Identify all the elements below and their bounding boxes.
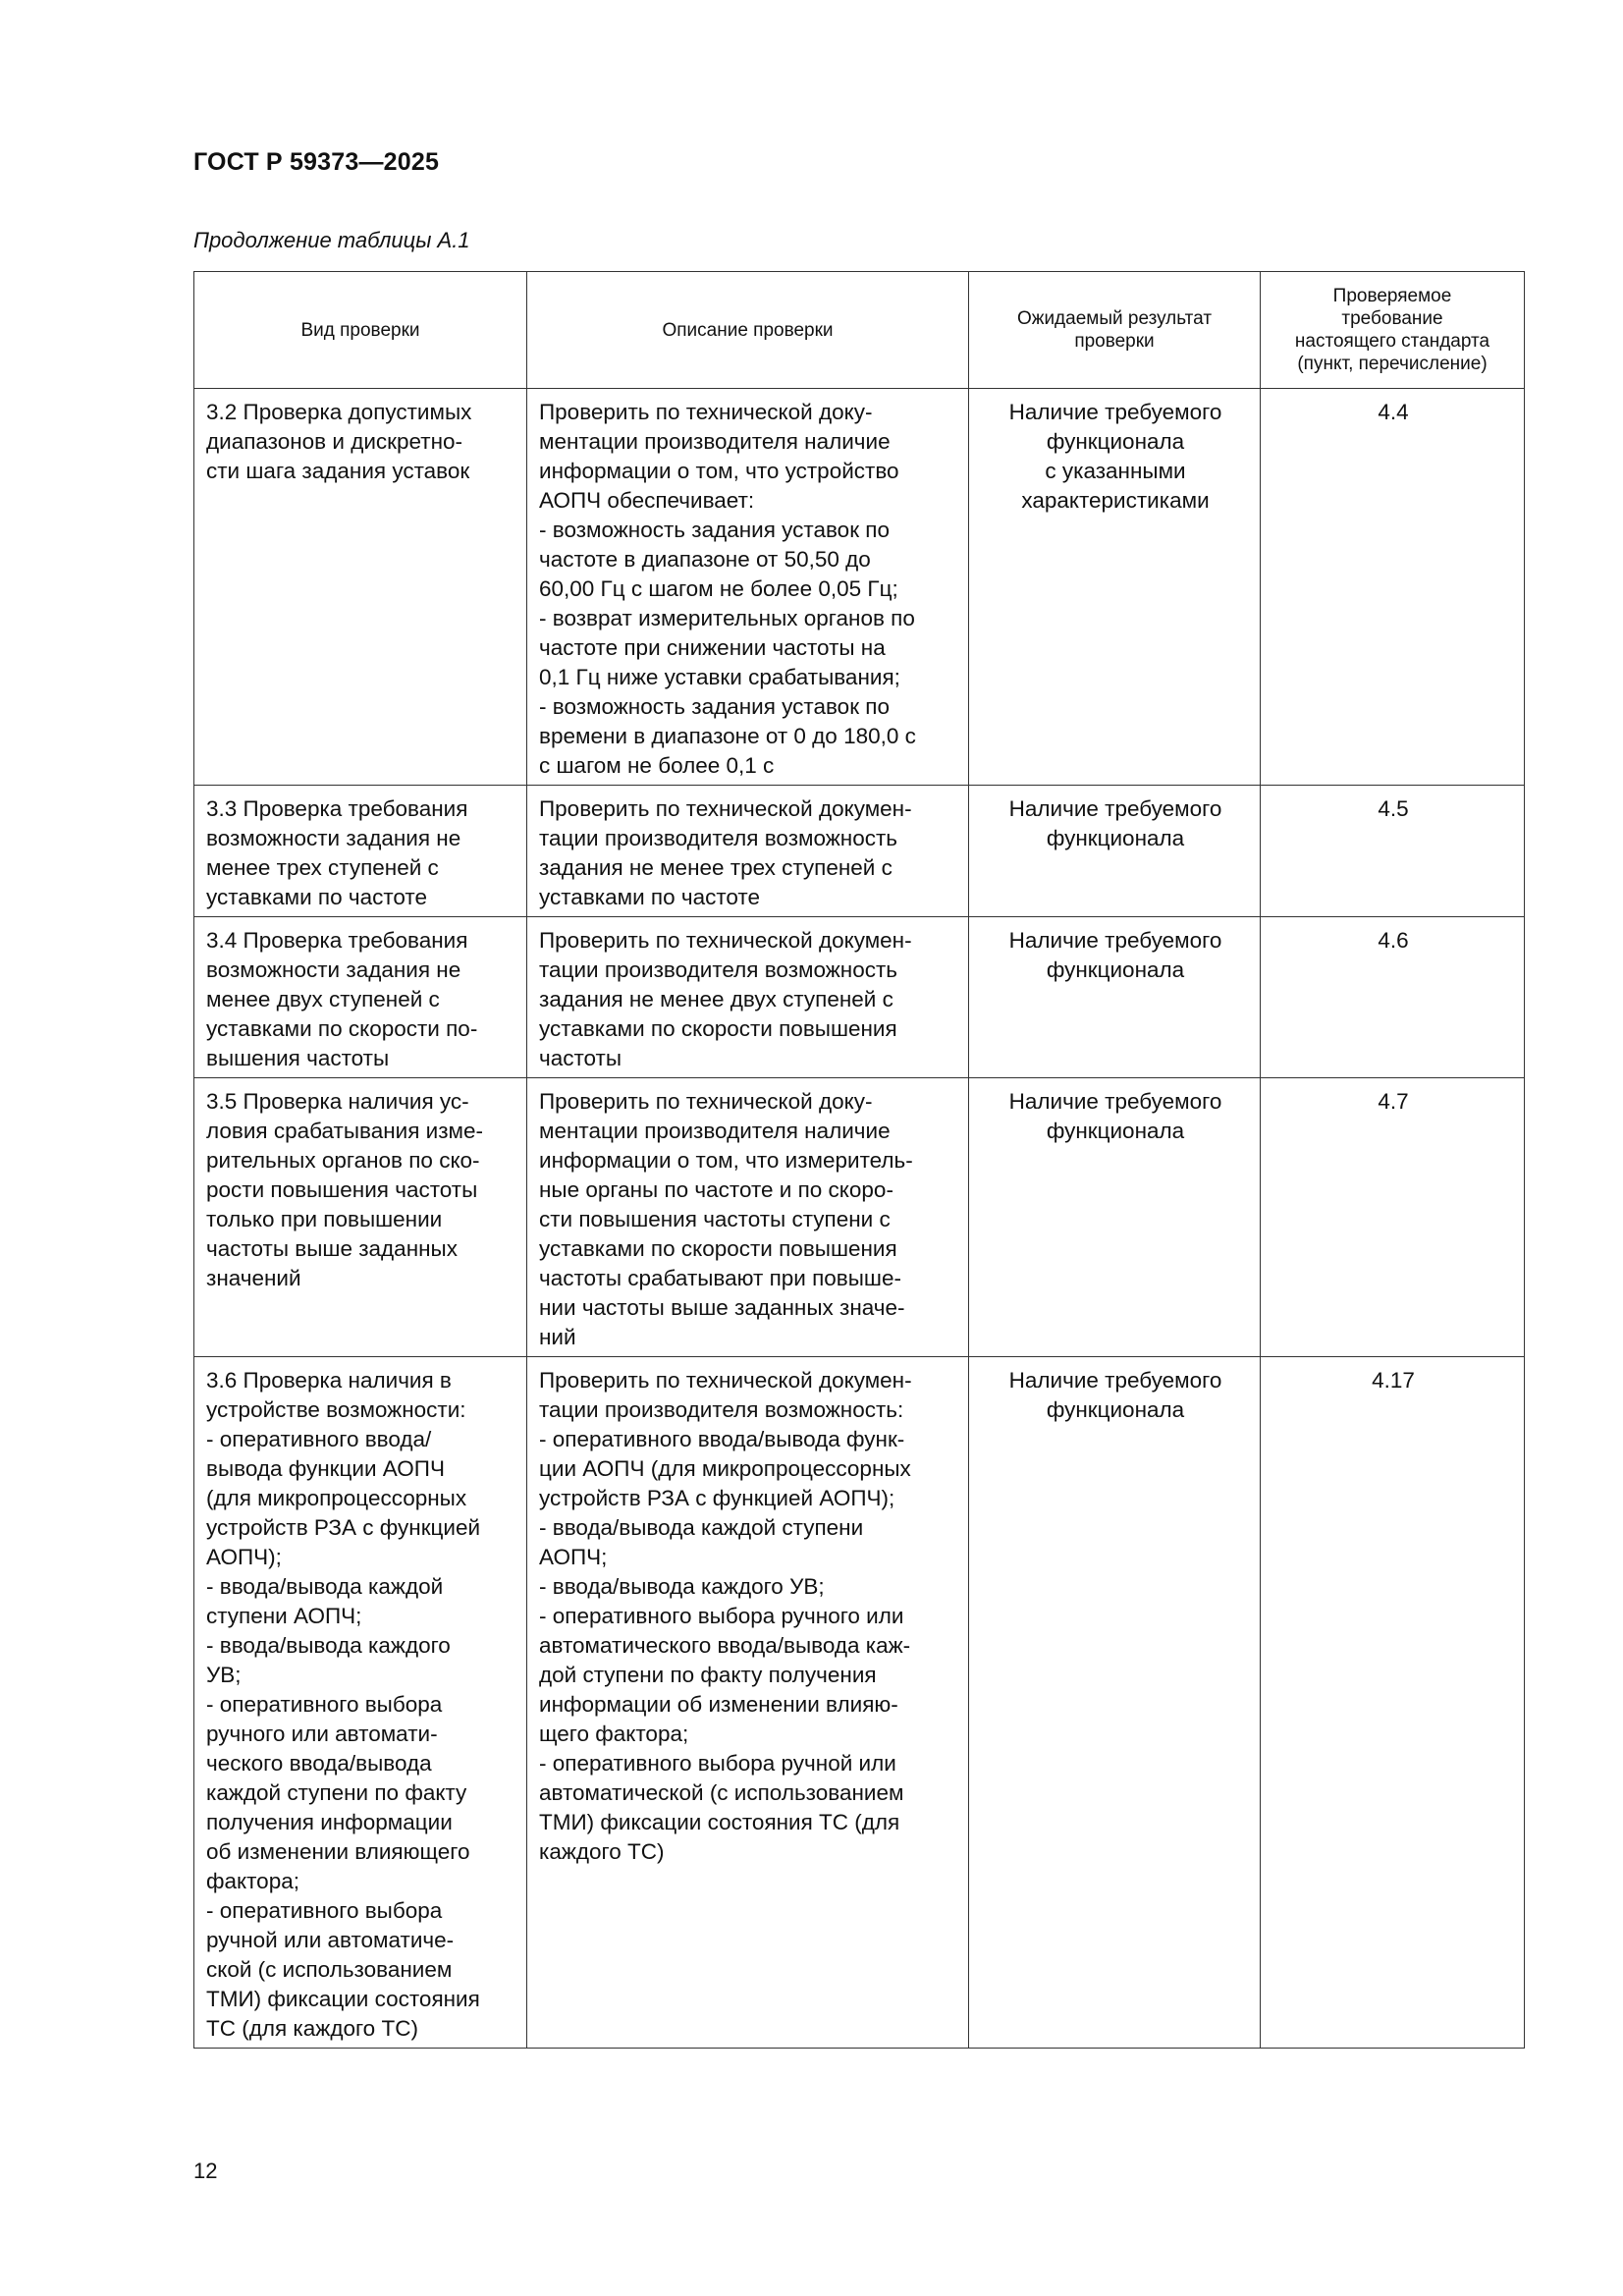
cell-line: АОПЧ); — [206, 1545, 282, 1569]
cell-line: с указанными — [1045, 459, 1186, 483]
column-header-clause — [1261, 272, 1525, 389]
cell-line: 0,1 Гц ниже уставки срабатывания; — [539, 665, 900, 689]
cell-line: частоты — [539, 1046, 622, 1070]
cell-line: ческого ввода/вывода — [206, 1751, 432, 1776]
expected-result-cell — [969, 1357, 1261, 2049]
cell-line: Наличие требуемого — [1008, 1368, 1222, 1393]
cell-line: ручного или автомати- — [206, 1722, 438, 1746]
cell-line: каждого ТС) — [539, 1839, 665, 1864]
cell-line: ловия срабатывания изме- — [206, 1119, 483, 1143]
header-line: настоящего стандарта — [1294, 331, 1490, 352]
cell-line: задания не менее двух ступеней с — [539, 987, 893, 1011]
column-header-description: Описание проверки — [527, 272, 969, 389]
check-type-cell — [194, 786, 527, 917]
table-body — [194, 389, 1525, 2049]
cell-line: АОПЧ обеспечивает: — [539, 488, 755, 513]
cell-line: - возможность задания уставок по — [539, 694, 890, 719]
cell-line: ний — [539, 1325, 576, 1349]
cell-line: менее двух ступеней с — [206, 987, 440, 1011]
cell-line: уставками по частоте — [539, 885, 760, 909]
cell-line: ТС (для каждого ТС) — [206, 2016, 418, 2041]
cell-line: вышения частоты — [206, 1046, 390, 1070]
cell-line: только при повышении — [206, 1207, 443, 1231]
table-row — [194, 1078, 1525, 1357]
cell-line: фактора; — [206, 1869, 299, 1893]
page-number: 12 — [193, 2159, 218, 2183]
clause-cell: 4.5 — [1261, 786, 1525, 917]
cell-line: щего фактора; — [539, 1722, 689, 1746]
cell-line: уставками по скорости повышения — [539, 1236, 897, 1261]
cell-line: УВ; — [206, 1663, 242, 1687]
cell-line: - ввода/вывода каждой ступени — [539, 1515, 864, 1540]
cell-line: - оперативного ввода/ — [206, 1427, 432, 1451]
cell-line: рости повышения частоты — [206, 1177, 478, 1202]
cell-line: ступени АОПЧ; — [206, 1604, 362, 1628]
header-line: Проверяемое — [1332, 286, 1452, 306]
cell-line: частоты срабатывают при повыше- — [539, 1266, 901, 1290]
cell-line: функционала — [1046, 1397, 1185, 1422]
check-type-cell — [194, 389, 527, 786]
cell-line: частоты выше заданных — [206, 1236, 458, 1261]
expected-result-cell — [969, 389, 1261, 786]
column-header-expected — [969, 272, 1261, 389]
cell-line: - оперативного выбора — [206, 1692, 443, 1717]
cell-line: Наличие требуемого — [1008, 928, 1222, 953]
cell-line: сти повышения частоты ступени с — [539, 1207, 891, 1231]
cell-line: - оперативного выбора ручного или — [539, 1604, 904, 1628]
cell-line: АОПЧ; — [539, 1545, 608, 1569]
cell-line: возможности задания не — [206, 957, 461, 982]
cell-line: менее трех ступеней с — [206, 855, 439, 880]
cell-line: функционала — [1046, 429, 1185, 454]
cell-line: информации о том, что измеритель- — [539, 1148, 913, 1173]
cell-line: - оперативного ввода/вывода функ- — [539, 1427, 905, 1451]
cell-line: Проверить по технической докумен- — [539, 928, 912, 953]
cell-line: ской (с использованием — [206, 1957, 453, 1982]
expected-result-cell — [969, 786, 1261, 917]
cell-line: - ввода/вывода каждого УВ; — [539, 1574, 825, 1599]
cell-line: Проверить по технической докумен- — [539, 796, 912, 821]
cell-line: об изменении влияющего — [206, 1839, 470, 1864]
cell-line: рительных органов по ско- — [206, 1148, 480, 1173]
cell-line: функционала — [1046, 1119, 1185, 1143]
cell-line: ТМИ) фиксации состояния ТС (для — [539, 1810, 900, 1834]
cell-line: устройств РЗА с функцией — [206, 1515, 481, 1540]
cell-line: функционала — [1046, 826, 1185, 850]
cell-line: характеристиками — [1021, 488, 1210, 513]
cell-line: Наличие требуемого — [1008, 1089, 1222, 1114]
cell-line: тации производителя возможность — [539, 826, 898, 850]
table-row — [194, 1357, 1525, 2049]
cell-line: ции АОПЧ (для микропроцессорных — [539, 1456, 911, 1481]
cell-line: - ввода/вывода каждого — [206, 1633, 451, 1658]
cell-line: сти шага задания уставок — [206, 459, 470, 483]
requirements-table — [193, 271, 1525, 2049]
cell-line: - возврат измерительных органов по — [539, 606, 915, 630]
cell-line: 3.4 Проверка требования — [206, 928, 468, 953]
cell-line: значений — [206, 1266, 301, 1290]
cell-line: получения информации — [206, 1810, 453, 1834]
table-row — [194, 786, 1525, 917]
cell-line: дой ступени по факту получения — [539, 1663, 877, 1687]
header-line: проверки — [1074, 331, 1155, 352]
header-line: Ожидаемый результат — [1016, 308, 1213, 329]
cell-line: ментации производителя наличие — [539, 429, 891, 454]
table-caption: Продолжение таблицы А.1 — [193, 228, 470, 252]
cell-line: ручной или автоматиче- — [206, 1928, 455, 1952]
table-row — [194, 389, 1525, 786]
cell-line: уставками по частоте — [206, 885, 427, 909]
description-cell — [527, 1357, 969, 2049]
cell-line: с шагом не более 0,1 с — [539, 753, 775, 778]
description-cell — [527, 917, 969, 1078]
cell-line: 3.6 Проверка наличия в — [206, 1368, 452, 1393]
cell-line: автоматической (с использованием — [539, 1780, 904, 1805]
cell-line: ные органы по частоте и по скоро- — [539, 1177, 893, 1202]
cell-line: - возможность задания уставок по — [539, 518, 890, 542]
header-line: (пункт, перечисление) — [1297, 354, 1488, 374]
cell-line: автоматического ввода/вывода каж- — [539, 1633, 911, 1658]
cell-line: устройстве возможности: — [206, 1397, 466, 1422]
cell-line: Наличие требуемого — [1008, 400, 1222, 424]
cell-line: 3.5 Проверка наличия ус- — [206, 1089, 469, 1114]
clause-cell: 4.17 — [1261, 1357, 1525, 2049]
description-cell — [527, 786, 969, 917]
document-id: ГОСТ Р 59373—2025 — [193, 148, 440, 176]
table-header-row — [194, 272, 1525, 389]
expected-result-cell — [969, 917, 1261, 1078]
cell-line: Проверить по технической докумен- — [539, 1368, 912, 1393]
cell-line: нии частоты выше заданных значе- — [539, 1295, 905, 1320]
cell-line: задания не менее трех ступеней с — [539, 855, 893, 880]
cell-line: вывода функции АОПЧ — [206, 1456, 445, 1481]
cell-line: тации производителя возможность: — [539, 1397, 904, 1422]
description-cell — [527, 1078, 969, 1357]
cell-line: времени в диапазоне от 0 до 180,0 с — [539, 724, 916, 748]
expected-result-cell — [969, 1078, 1261, 1357]
cell-line: частоте при снижении частоты на — [539, 635, 886, 660]
check-type-cell — [194, 1357, 527, 2049]
description-cell — [527, 389, 969, 786]
column-header-check-type: Вид проверки — [194, 272, 527, 389]
cell-line: возможности задания не — [206, 826, 461, 850]
cell-line: 3.2 Проверка допустимых — [206, 400, 472, 424]
cell-line: каждой ступени по факту — [206, 1780, 467, 1805]
cell-line: частоте в диапазоне от 50,50 до — [539, 547, 871, 572]
cell-line: информации об изменении влияю- — [539, 1692, 898, 1717]
cell-line: 3.3 Проверка требования — [206, 796, 468, 821]
check-type-cell — [194, 917, 527, 1078]
cell-line: Наличие требуемого — [1008, 796, 1222, 821]
check-type-cell — [194, 1078, 527, 1357]
cell-line: ТМИ) фиксации состояния — [206, 1987, 480, 2011]
clause-cell: 4.7 — [1261, 1078, 1525, 1357]
cell-line: (для микропроцессорных — [206, 1486, 467, 1510]
cell-line: уставками по скорости повышения — [539, 1016, 897, 1041]
clause-cell: 4.4 — [1261, 389, 1525, 786]
cell-line: уставками по скорости по- — [206, 1016, 478, 1041]
cell-line: - ввода/вывода каждой — [206, 1574, 444, 1599]
cell-line: ментации производителя наличие — [539, 1119, 891, 1143]
table-row — [194, 917, 1525, 1078]
cell-line: - оперативного выбора ручной или — [539, 1751, 896, 1776]
cell-line: - оперативного выбора — [206, 1898, 443, 1923]
cell-line: Проверить по технической доку- — [539, 400, 873, 424]
clause-cell: 4.6 — [1261, 917, 1525, 1078]
header-line: требование — [1341, 308, 1443, 329]
cell-line: информации о том, что устройство — [539, 459, 899, 483]
cell-line: 60,00 Гц с шагом не более 0,05 Гц; — [539, 576, 898, 601]
cell-line: Проверить по технической доку- — [539, 1089, 873, 1114]
cell-line: диапазонов и дискретно- — [206, 429, 463, 454]
cell-line: тации производителя возможность — [539, 957, 898, 982]
cell-line: устройств РЗА с функцией АОПЧ); — [539, 1486, 895, 1510]
cell-line: функционала — [1046, 957, 1185, 982]
